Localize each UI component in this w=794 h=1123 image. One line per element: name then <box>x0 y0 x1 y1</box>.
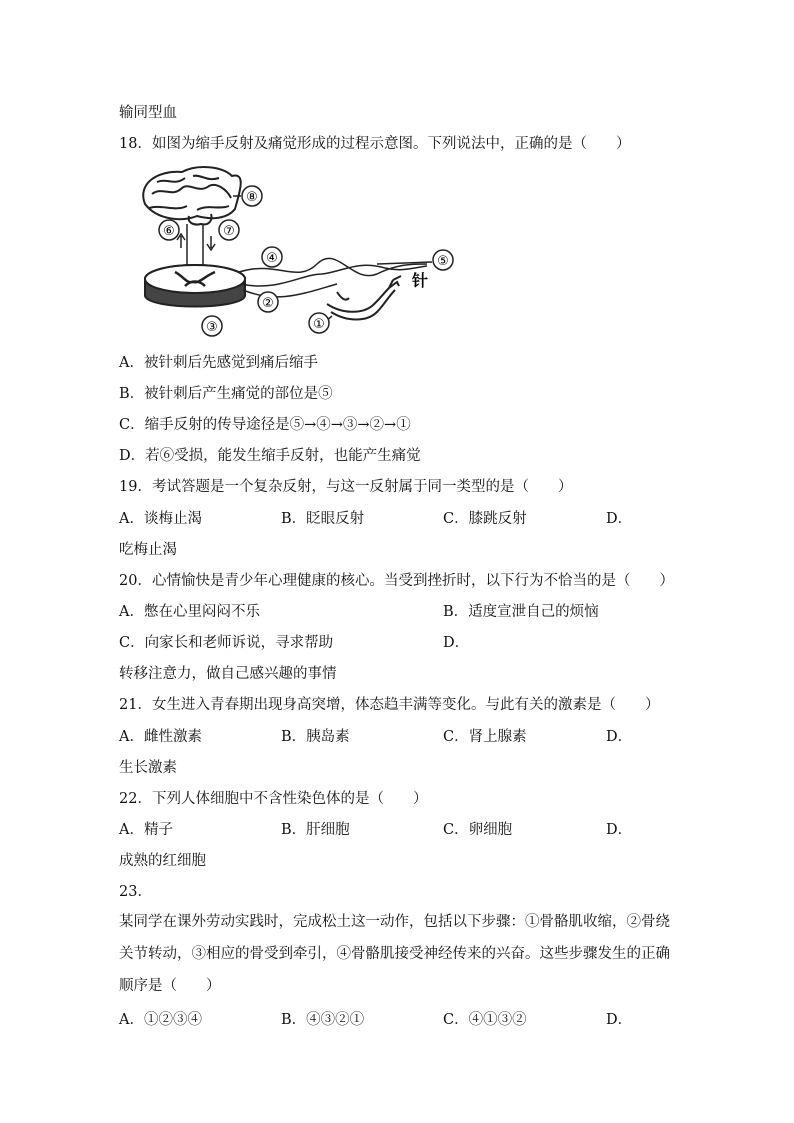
q21-option-b: B．胰岛素 <box>281 729 350 745</box>
q21-option-c: C．肾上腺素 <box>443 729 527 745</box>
q21-option-d-text: 生长激素 <box>119 760 177 776</box>
q18-option-a: A．被针刺后先感觉到痛后缩手 <box>119 355 318 371</box>
label-2: ② <box>262 296 274 311</box>
label-1: ① <box>313 317 325 332</box>
q22-option-c: C．卵细胞 <box>443 822 513 838</box>
q22-option-b: B．肝细胞 <box>281 822 350 838</box>
question-19-stem: 19．考试答题是一个复杂反射，与这一反射属于同一类型的是（ ） <box>119 479 573 495</box>
q20-option-d: D． <box>443 635 470 651</box>
brain-illustration <box>143 167 241 224</box>
question-22-stem: 22．下列人体细胞中不含性染色体的是（ ） <box>119 791 428 807</box>
q23-option-a: A．①②③④ <box>119 1012 202 1028</box>
q23-option-c: C．④①③② <box>443 1012 527 1028</box>
q20-option-a: A．憋在心里闷闷不乐 <box>119 604 260 620</box>
label-5: ⑤ <box>437 254 449 269</box>
q18-option-b: B．被针刺后产生痛觉的部位是⑤ <box>119 386 333 402</box>
question-18-stem: 18．如图为缩手反射及痛觉形成的过程示意图。下列说法中，正确的是（ ） <box>119 136 631 152</box>
question-20-stem: 20．心情愉快是青少年心理健康的核心。当受到挫折时，以下行为不恰当的是（ ） <box>119 573 674 589</box>
q19-option-a: A．谈梅止渴 <box>119 511 202 527</box>
q20-option-b: B．适度宣泄自己的烦恼 <box>443 604 599 620</box>
question-23-stem: 某同学在课外劳动实践时，完成松土这一动作，包括以下步骤：①骨骼肌收缩，②骨绕关节转动，③相应的骨受到牵引，④骨骼肌接受神经传来的兴奋。这些步骤发生的正确顺序是（ ） <box>119 914 670 994</box>
q21-option-d: D． <box>606 729 633 745</box>
label-3: ③ <box>206 320 218 335</box>
label-7: ⑦ <box>223 224 235 239</box>
question-21-stem: 21．女生进入青春期出现身高突增，体态趋丰满等变化。与此有关的激素是（ ） <box>119 697 660 713</box>
q18-option-d: D．若⑥受损，能发生缩手反射，也能产生痛觉 <box>119 448 421 464</box>
label-6: ⑥ <box>163 224 175 239</box>
q22-option-d: D． <box>606 822 633 838</box>
q19-option-c: C．膝跳反射 <box>443 511 527 527</box>
q19-option-b: B．眨眼反射 <box>281 511 365 527</box>
label-8: ⑧ <box>246 190 258 205</box>
spinal-cord-section <box>145 265 245 307</box>
question-23-number: 23． <box>119 884 152 900</box>
q18-option-c: C．缩手反射的传导途径是⑤→④→③→②→① <box>119 417 411 433</box>
reflex-diagram <box>127 164 457 340</box>
q22-option-d-text: 成熟的红细胞 <box>119 853 206 869</box>
q20-option-d-text: 转移注意力，做自己感兴趣的事情 <box>119 666 337 682</box>
label-4: ④ <box>266 251 278 266</box>
prev-answer-tail: 输同型血 <box>119 105 177 121</box>
q19-option-d-text: 吃梅止渴 <box>119 542 177 558</box>
q23-option-d: D． <box>606 1012 633 1028</box>
arm-illustration <box>327 276 401 320</box>
q23-option-b: B．④③②① <box>281 1012 365 1028</box>
q19-option-d: D． <box>606 511 633 527</box>
q21-option-a: A．雌性激素 <box>119 729 202 745</box>
q22-option-a: A．精子 <box>119 822 173 838</box>
q20-option-c: C．向家长和老师诉说，寻求帮助 <box>119 635 334 651</box>
needle-label: 针 <box>412 271 429 290</box>
